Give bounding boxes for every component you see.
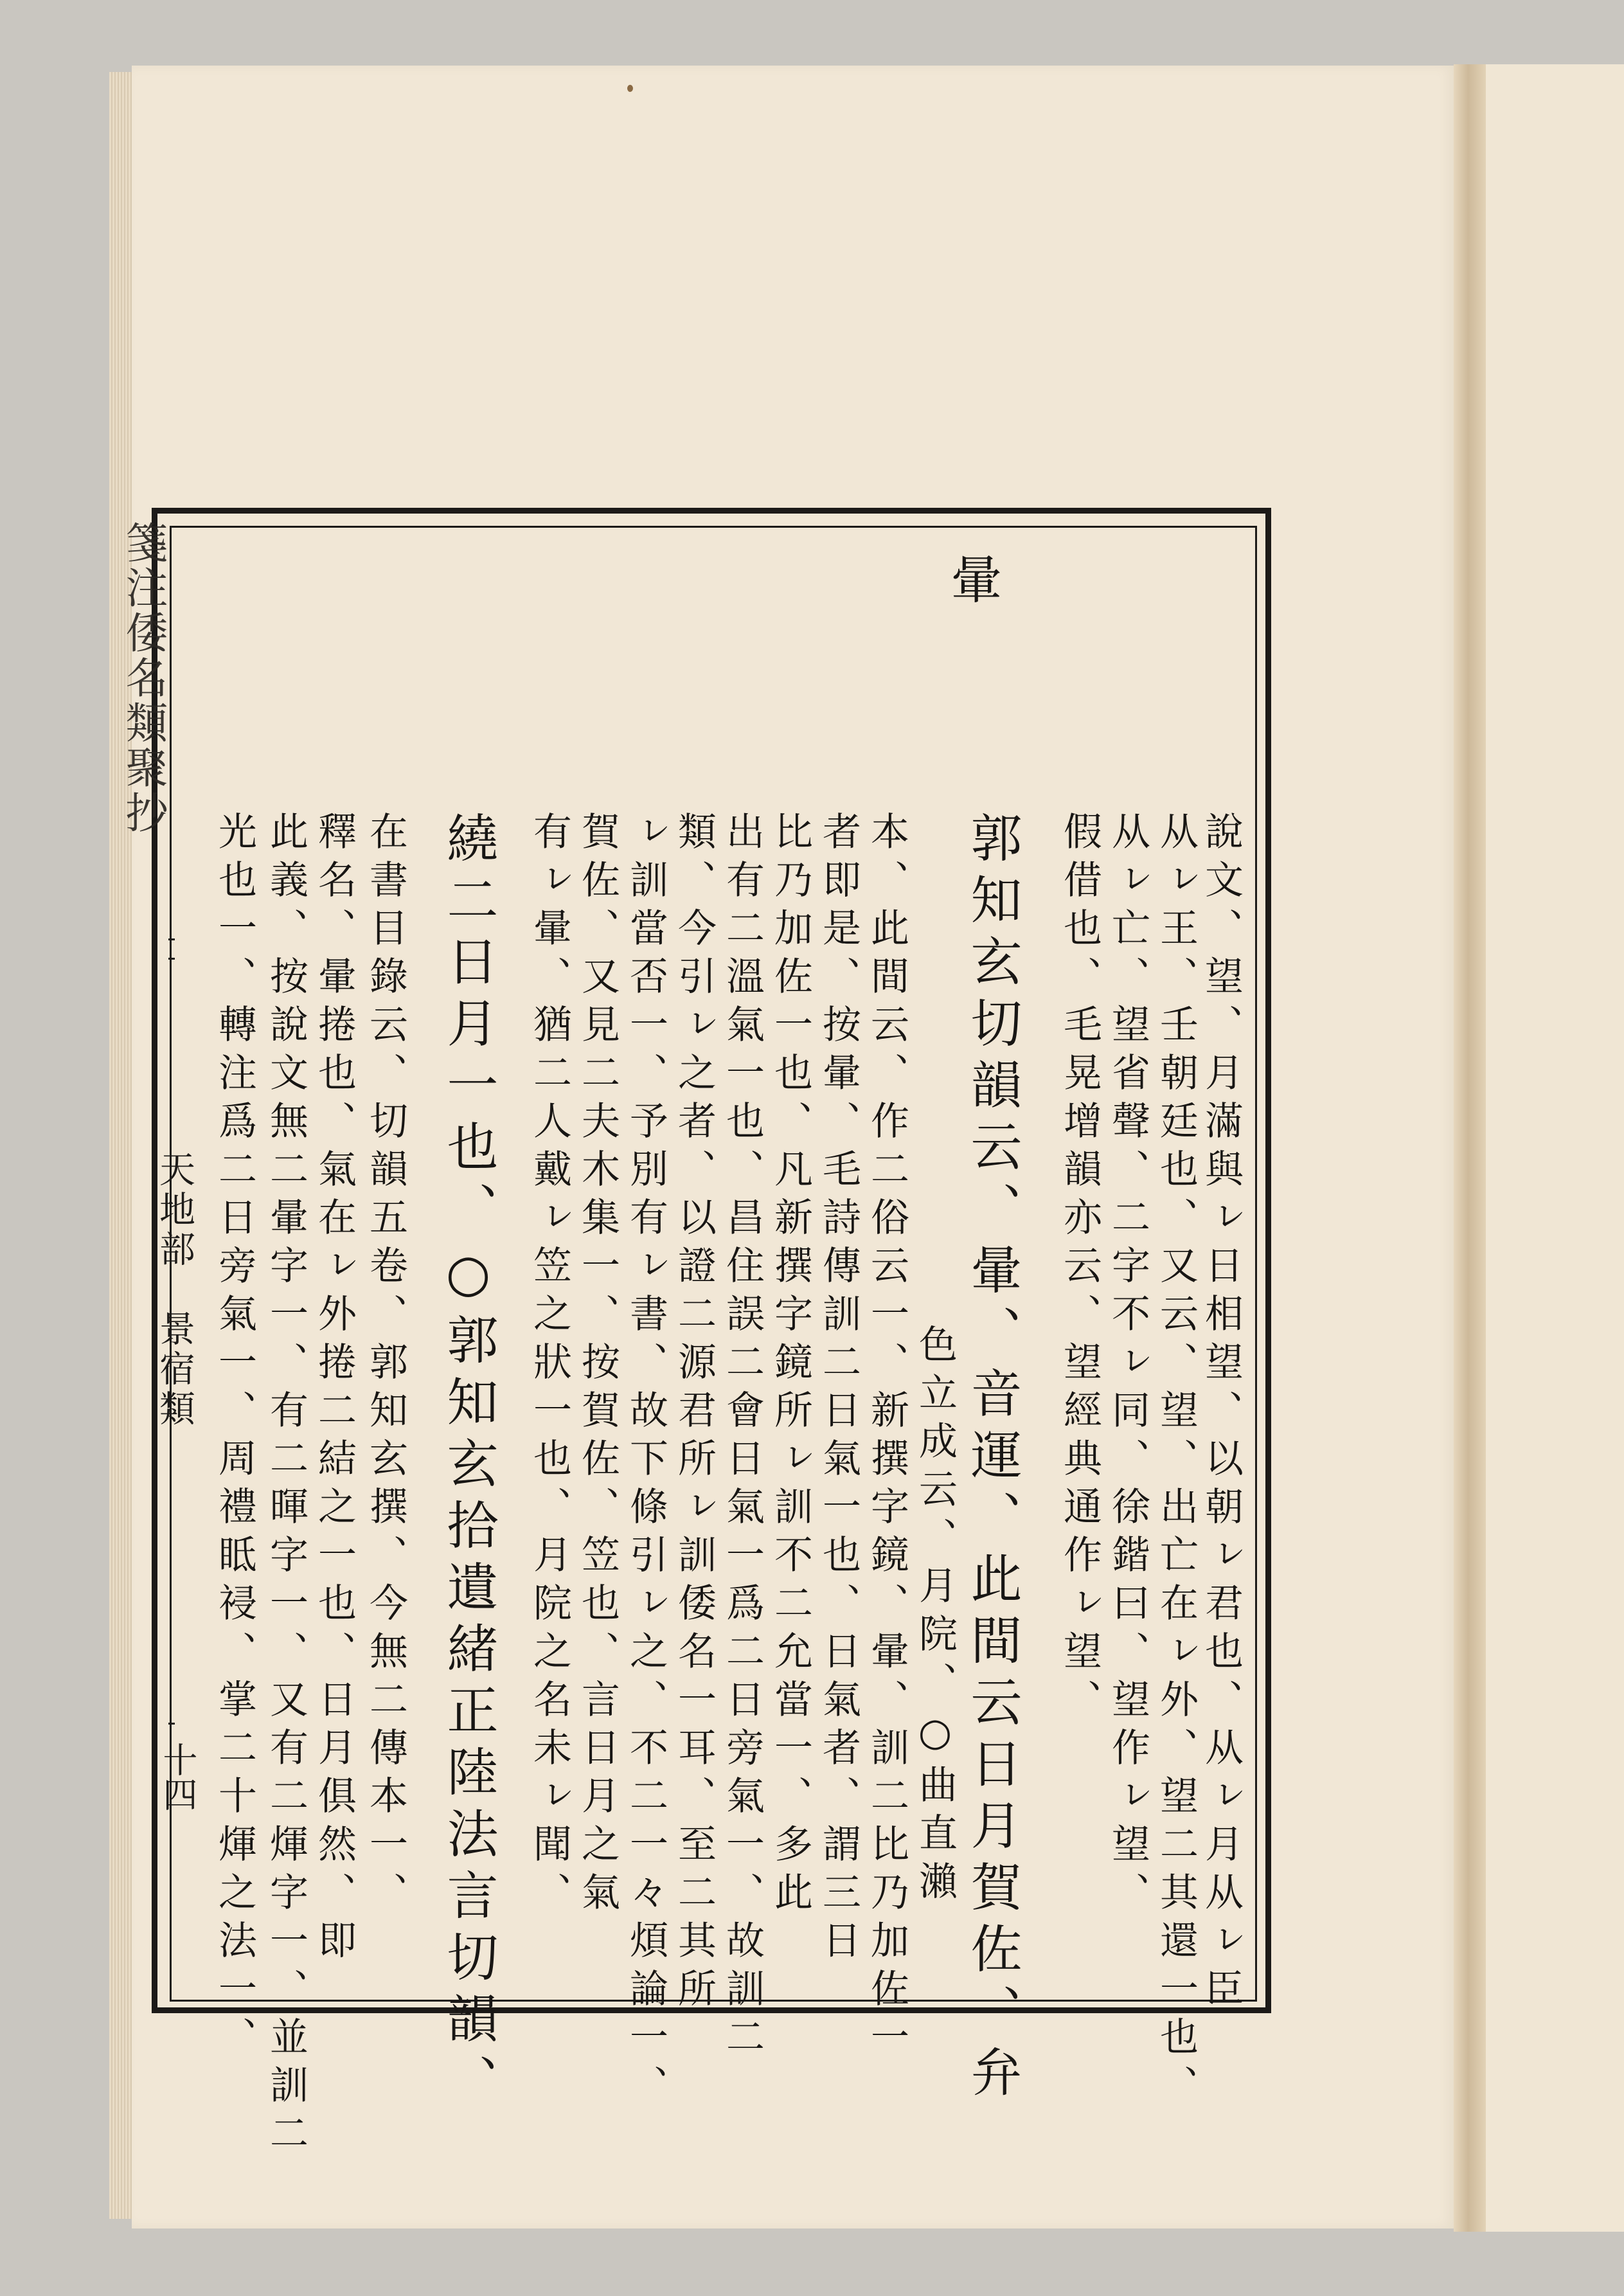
text-column: 說文、望、月滿與ㇾ日相望、以朝ㇾ君也、从ㇾ月从ㇾ臣 [1199, 811, 1244, 2016]
text-column: 从ㇾ王、壬朝廷也、又云、望、出亡在ㇾ外、望二其還一也、 [1154, 811, 1199, 2113]
text-column: 色立成云、月院、○曲直瀨 [913, 1324, 958, 1909]
margin-book-title: 箋注倭名類聚抄 [118, 521, 168, 836]
text-column: 釋名、暈捲也、氣在ㇾ外捲二結之一也、日月俱然、即 [312, 811, 357, 1968]
margin-rule [168, 938, 175, 940]
text-column: 類、今引ㇾ之者、以證二源君所ㇾ訓倭名一耳、至二其所 [672, 811, 717, 2016]
text-column: 此義、按說文無二暈字一、有二暉字一、又有二煇字一、並訓二 [263, 811, 308, 2161]
margin-rule [168, 1723, 175, 1725]
margin-rule [168, 958, 175, 960]
text-column: 在書目錄云、切韻五卷、郭知玄撰、今無二傳本一、 [363, 811, 408, 1920]
text-column: 光也一、轉注爲二日旁氣一、周禮眡祲、掌二十煇之法一、 [212, 811, 257, 2065]
text-column: 者即是、按暈、毛詩傳訓二日氣一也、日氣者、謂三日 [816, 811, 861, 1968]
book-gutter [1454, 64, 1486, 2232]
entry-heading: 暈 [942, 553, 1002, 604]
facing-page-edge [1486, 64, 1624, 2232]
text-column: 繞二日月一也、○郭知玄拾遺緒正陸法言切韻、 [438, 811, 498, 2115]
page-edges [109, 72, 135, 2219]
paper-speck [627, 85, 633, 92]
text-column: 从ㇾ亡、望省聲、二字不ㇾ同、徐鍇曰、望作ㇾ望、 [1105, 811, 1150, 1920]
text-column: 郭知玄切韻云、暈、音運、此間云日月賀佐、弁 [962, 811, 1022, 2107]
text-column: 比乃加佐一也、凡新撰字鏡所ㇾ訓不二允當一、多此 [768, 811, 813, 1920]
text-column: 本、此間云、作二俗云一、新撰字鏡、暈、訓二比乃加佐一 [864, 811, 909, 2065]
margin-page-number: 十四 [157, 1742, 198, 1811]
text-column: 出有二溫氣一也、昌住誤二會日氣一爲二日旁氣一、故訓二 [720, 811, 765, 2065]
text-column: 有ㇾ暈、猶二人戴ㇾ笠之狀一也、月院之名未ㇾ聞、 [527, 811, 572, 1920]
text-column: ㇾ訓當否一、予別有ㇾ書、故下條引ㇾ之、不二一々煩論一、 [623, 811, 668, 2113]
text-column: 假借也、毛晃增韻亦云、望經典通作ㇾ望、 [1057, 811, 1102, 1727]
text-column: 賀佐、又見二夫木集一、按賀佐、笠也、言日月之氣 [575, 811, 620, 1920]
margin-section-label: 天地部 景宿類 [154, 1151, 195, 1430]
